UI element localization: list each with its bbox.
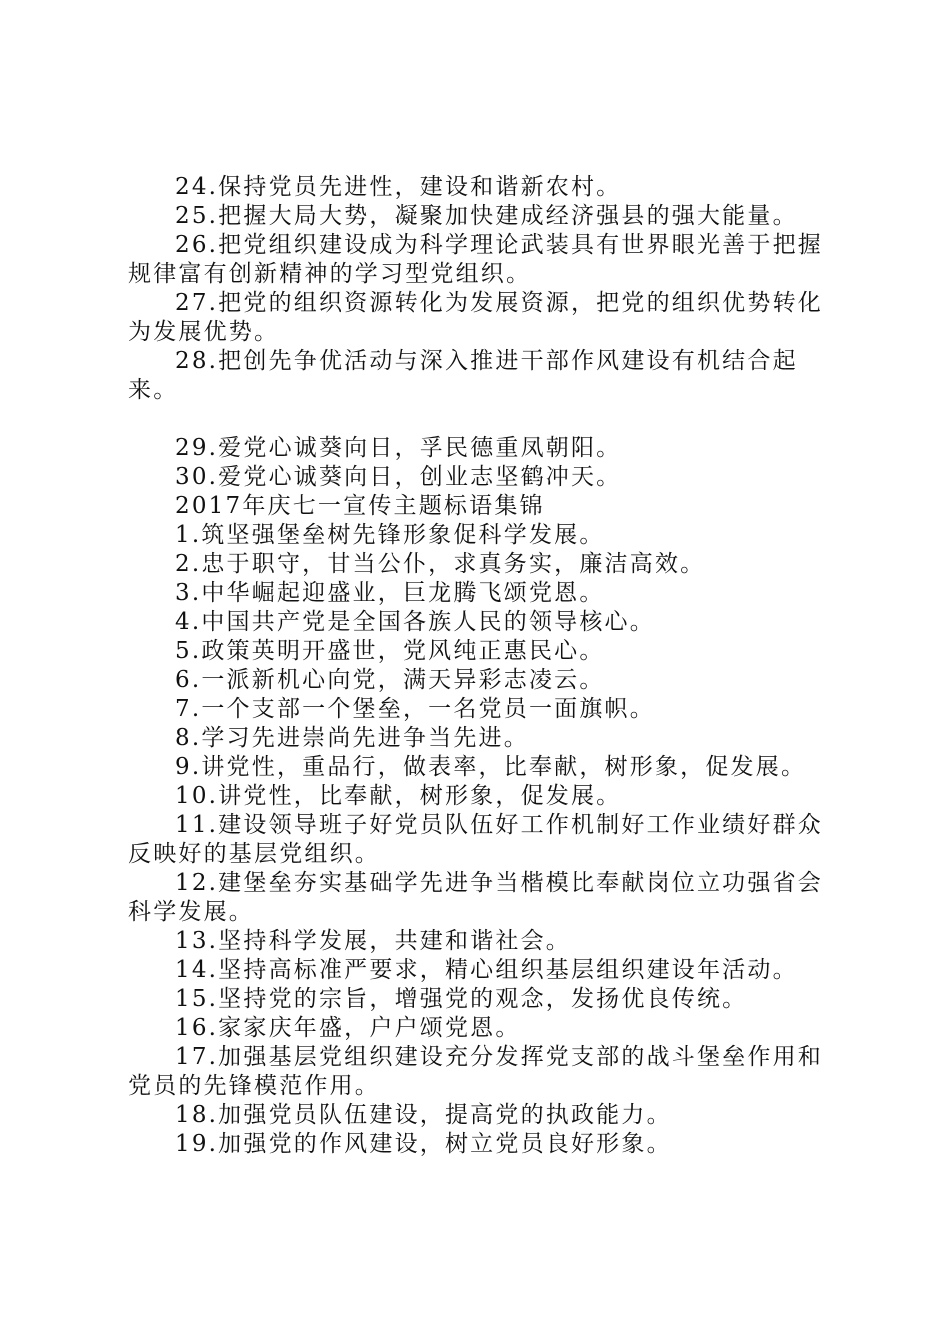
paragraph-12: 12.建堡垒夯实基础学先进争当楷模比奉献岗位立功强省会科学发展。 xyxy=(128,870,823,925)
paragraph-3: 3.中华崛起迎盛业，巨龙腾飞颂党恩。 xyxy=(175,580,605,606)
paragraph-11: 11.建设领导班子好党员队伍好工作机制好工作业绩好群众反映好的基层党组织。 xyxy=(128,812,823,867)
paragraph-26: 26.把党组织建设成为科学理论武装具有世界眼光善于把握规律富有创新精神的学习型党组织。 xyxy=(128,232,823,287)
paragraph-15: 15.坚持党的宗旨，增强党的观念，发扬优良传统。 xyxy=(175,986,748,1012)
paragraph-9: 9.讲党性，重品行，做表率，比奉献，树形象，促发展。 xyxy=(175,754,807,780)
paragraph-10: 10.讲党性，比奉献，树形象，促发展。 xyxy=(175,783,622,809)
paragraph-5: 5.政策英明开盛世，党风纯正惠民心。 xyxy=(175,638,605,664)
section-title: 2017年庆七一宣传主题标语集锦 xyxy=(175,493,545,519)
paragraph-30: 30.爱党心诚葵向日，创业志坚鹤冲天。 xyxy=(175,464,622,490)
blank-line xyxy=(128,405,848,434)
paragraph-4: 4.中国共产党是全国各族人民的领导核心。 xyxy=(175,609,655,635)
paragraph-25: 25.把握大局大势，凝聚加快建成经济强县的强大能量。 xyxy=(175,203,798,229)
paragraph-8: 8.学习先进崇尚先进争当先进。 xyxy=(175,725,529,751)
paragraph-24: 24.保持党员先进性，建设和谐新农村。 xyxy=(175,174,622,200)
paragraph-14: 14.坚持高标准严要求，精心组织基层组织建设年活动。 xyxy=(175,957,798,983)
paragraph-18: 18.加强党员队伍建设，提高党的执政能力。 xyxy=(175,1102,672,1128)
document-body xyxy=(128,173,848,1159)
paragraph-13: 13.坚持科学发展，共建和谐社会。 xyxy=(175,928,571,954)
paragraph-1: 1.筑坚强堡垒树先锋形象促科学发展。 xyxy=(175,522,605,548)
paragraph-7: 7.一个支部一个堡垒，一名党员一面旗帜。 xyxy=(175,696,655,722)
paragraph-2: 2.忠于职守，甘当公仆，求真务实，廉洁高效。 xyxy=(175,551,706,577)
paragraph-16: 16.家家庆年盛，户户颂党恩。 xyxy=(175,1015,521,1041)
paragraph-27: 27.把党的组织资源转化为发展资源，把党的组织优势转化为发展优势。 xyxy=(128,290,823,345)
paragraph-19: 19.加强党的作风建设，树立党员良好形象。 xyxy=(175,1131,672,1157)
paragraph-17: 17.加强基层党组织建设充分发挥党支部的战斗堡垒作用和党员的先锋模范作用。 xyxy=(128,1044,823,1099)
paragraph-29: 29.爱党心诚葵向日，孚民德重凤朝阳。 xyxy=(175,435,622,461)
paragraph-28: 28.把创先争优活动与深入推进干部作风建设有机结合起来。 xyxy=(128,348,798,403)
paragraph-6: 6.一派新机心向党，满天异彩志凌云。 xyxy=(175,667,605,693)
